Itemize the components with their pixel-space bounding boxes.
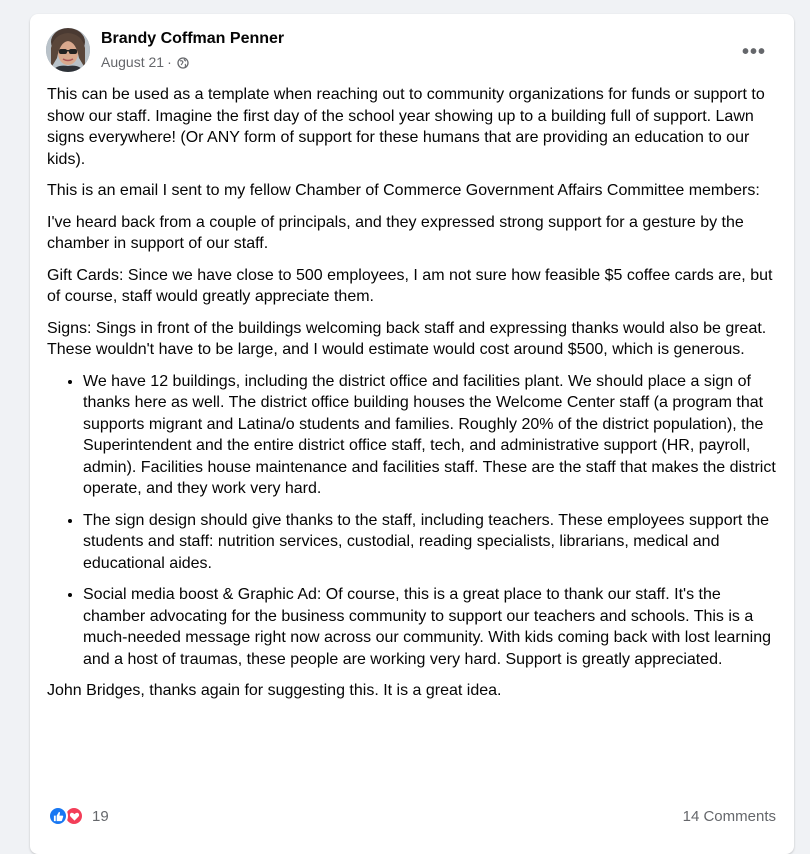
closing-paragraph: John Bridges, thanks again for suggesting this. It is a great idea. [47,682,502,699]
reaction-count: 19 [92,807,109,825]
paragraph: This is an email I sent to my fellow Chamber of Commerce Government Affairs Committee members: [47,182,760,199]
paragraph: Signs: Sings in front of the buildings welcoming back staff and expressing thanks would also be great. These wouldn't have to be large, and I would estimate would cost around $500, which is generous. [47,319,767,358]
post-card [30,14,794,854]
paragraph: Gift Cards: Since we have close to 500 employees, I am not sure how feasible $5 coffee cards are, but of course, staff would greatly appreciate them. [47,266,773,305]
post-body [47,84,779,712]
paragraph: I've heard back from a couple of principals, and they expressed strong support for a gesture by the chamber in support of our staff. [47,213,744,252]
more-options-icon[interactable]: ••• [741,40,766,63]
meta-separator: · [167,54,172,70]
list-item: • The sign design should give thanks to the staff, including teachers. These employees support the students and staff: nutrition services, custodial, reading specialists, librarians, medical and educational aides. [83,510,779,575]
post-footer [46,802,778,832]
paragraph: This can be used as a template when reaching out to community organizations for funds or support to show our staff. Imagine the first day of the school year showing up to a building full of support. Lawn signs everywhere! (Or ANY form of support for these humans that are providing an education to our kids). [47,86,765,168]
list-item: • Social media boost & Graphic Ad: Of course, this is a great place to thank our staff. It's the chamber advocating for the business community to support our teachers and schools. This is a much-needed message right now across our community. With kids coming back with lost learning and a host of traumas, these people are working very hard. Support is greatly appreciated. [83,584,779,670]
comments-count-link[interactable]: 14 Comments [682,808,776,825]
globe-icon [177,56,189,68]
bullet-list [47,371,779,671]
post-meta [101,54,189,70]
author-avatar[interactable] [46,28,90,72]
reactions-summary[interactable] [48,806,109,826]
like-icon [48,806,68,826]
post-header [46,28,778,76]
list-item: • We have 12 buildings, including the district office and facilities plant. We should place a sign of thanks here as well. The district office building houses the Welcome Center staff (a program that supports migrant and Latina/o students and families. Roughly 20% of the district population), the Superintendent and the entire district office staff, tech, and administrative support (HR, payroll, admin). Facilities house maintenance and facilities staff. These are the staff that makes the district operate, and they work very hard. [83,371,779,500]
author-name[interactable]: Brandy Coffman Penner [101,30,285,47]
post-date[interactable]: August 21 [101,54,165,70]
